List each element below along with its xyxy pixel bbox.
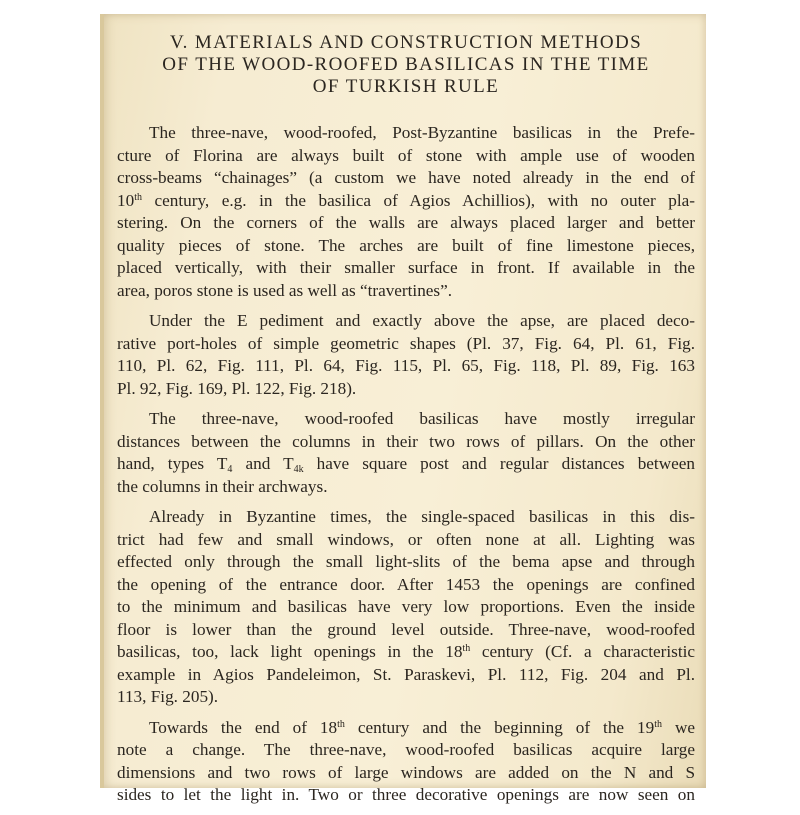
superscript: th	[654, 718, 662, 730]
paragraph-line: the opening of the entrance door. After 1453 the openings are confined	[117, 574, 695, 594]
paragraph-line: 110, Pl. 62, Fig. 111, Pl. 64, Fig. 115, Pl. 65, Fig. 118, Pl. 89, Fig. 163	[117, 356, 695, 375]
paragraph-line	[117, 453, 695, 476]
paragraph-line: 113, Fig. 205).	[117, 687, 219, 706]
superscript: th	[462, 643, 471, 654]
paragraph-line: area, poros stone is used as well as “travertines”.	[117, 280, 453, 300]
page-content	[117, 32, 695, 815]
text-fragment: century (Cf. a characteristic	[470, 642, 695, 661]
paragraph-line: Under the E pediment and exactly above the apse, are placed deco-	[149, 311, 695, 330]
paragraph-line: placed vertically, with their smaller surface in front. If available in the	[117, 258, 695, 277]
superscript: th	[337, 718, 345, 730]
paragraph-line: dimensions and two rows of large windows are added on the N and S	[117, 762, 695, 782]
paragraph-line: cross-beams “chainages” (a custom we have noted already in the end of	[117, 168, 695, 187]
paragraph-3	[117, 408, 695, 498]
paragraph-line: to the minimum and basilicas have very low proportions. Even the inside	[117, 597, 695, 616]
paragraph-line: rative port-holes of simple geometric shapes (Pl. 37, Fig. 64, Pl. 61, Fig.	[117, 333, 695, 353]
subscript: 4	[227, 464, 233, 475]
paragraph-line: cture of Florina are always built of stone with ample use of wooden	[117, 145, 695, 165]
text-fragment: 10	[117, 190, 135, 210]
text-fragment: basilicas, too, lack light openings in the 18	[117, 642, 463, 661]
paragraph-line	[117, 717, 695, 740]
heading-line-2: OF THE WOOD-ROOFED BASILICAS IN THE TIME	[162, 54, 650, 75]
paragraph-5	[117, 717, 695, 807]
heading-line-3: OF TURKISH RULE	[312, 76, 500, 97]
text-fragment: century, e.g. in the basilica of Agios Achillios), with no outer pla-	[141, 190, 695, 210]
chapter-heading	[117, 32, 695, 98]
text-fragment: have square post and regular distances between	[303, 454, 695, 473]
paragraph-line: effected only through the small light-slits of the bema apse and through	[117, 552, 695, 571]
paragraph-2	[117, 310, 695, 400]
text-fragment: and T	[232, 454, 294, 473]
superscript: th	[134, 191, 142, 203]
text-fragment: we	[661, 717, 695, 737]
paragraph-line: example in Agios Pandeleimon, St. Paraskevi, Pl. 112, Fig. 204 and Pl.	[117, 664, 695, 684]
text-fragment: century and the beginning of the 19	[344, 717, 655, 737]
paragraph-line: the columns in their archways.	[117, 476, 328, 496]
paragraph-line: distances between the columns in their two rows of pillars. On the other	[117, 431, 695, 451]
paragraph-line: The three-nave, wood-roofed basilicas have mostly irregular	[149, 409, 695, 428]
paragraph-line: floor is lower than the ground level outside. Three-nave, wood-roofed	[117, 619, 695, 639]
text-fragment: Towards the end of 18	[149, 717, 338, 737]
paragraph-line: The three-nave, wood-roofed, Post-Byzantine basilicas in the Prefe-	[149, 123, 695, 142]
paragraph-line: Pl. 92, Fig. 169, Pl. 122, Fig. 218).	[117, 378, 357, 398]
paragraph-1	[117, 122, 695, 302]
page-binding-edge	[100, 14, 104, 788]
paragraph-line: quality pieces of stone. The arches are built of fine limestone pieces,	[117, 235, 695, 255]
paragraph-line: trict had few and small windows, or often none at all. Lighting was	[117, 529, 695, 549]
paragraph-line: note a change. The three-nave, wood-roofed basilicas acquire large	[117, 740, 695, 759]
paragraph-line: stering. On the corners of the walls are always placed larger and better	[117, 213, 695, 232]
text-fragment: hand, types T	[117, 454, 228, 473]
paragraph-4	[117, 506, 695, 709]
paragraph-line: Already in Byzantine times, the single-spaced basilicas in this dis-	[149, 507, 695, 526]
paragraph-line: sides to let the light in. Two or three decorative openings are now seen on	[117, 785, 695, 804]
paragraph-line	[117, 190, 695, 213]
heading-line-1: V. MATERIALS AND CONSTRUCTION METHODS	[169, 32, 643, 53]
paragraph-line	[117, 641, 695, 664]
book-page	[100, 14, 706, 804]
subscript: 4k	[293, 464, 304, 475]
